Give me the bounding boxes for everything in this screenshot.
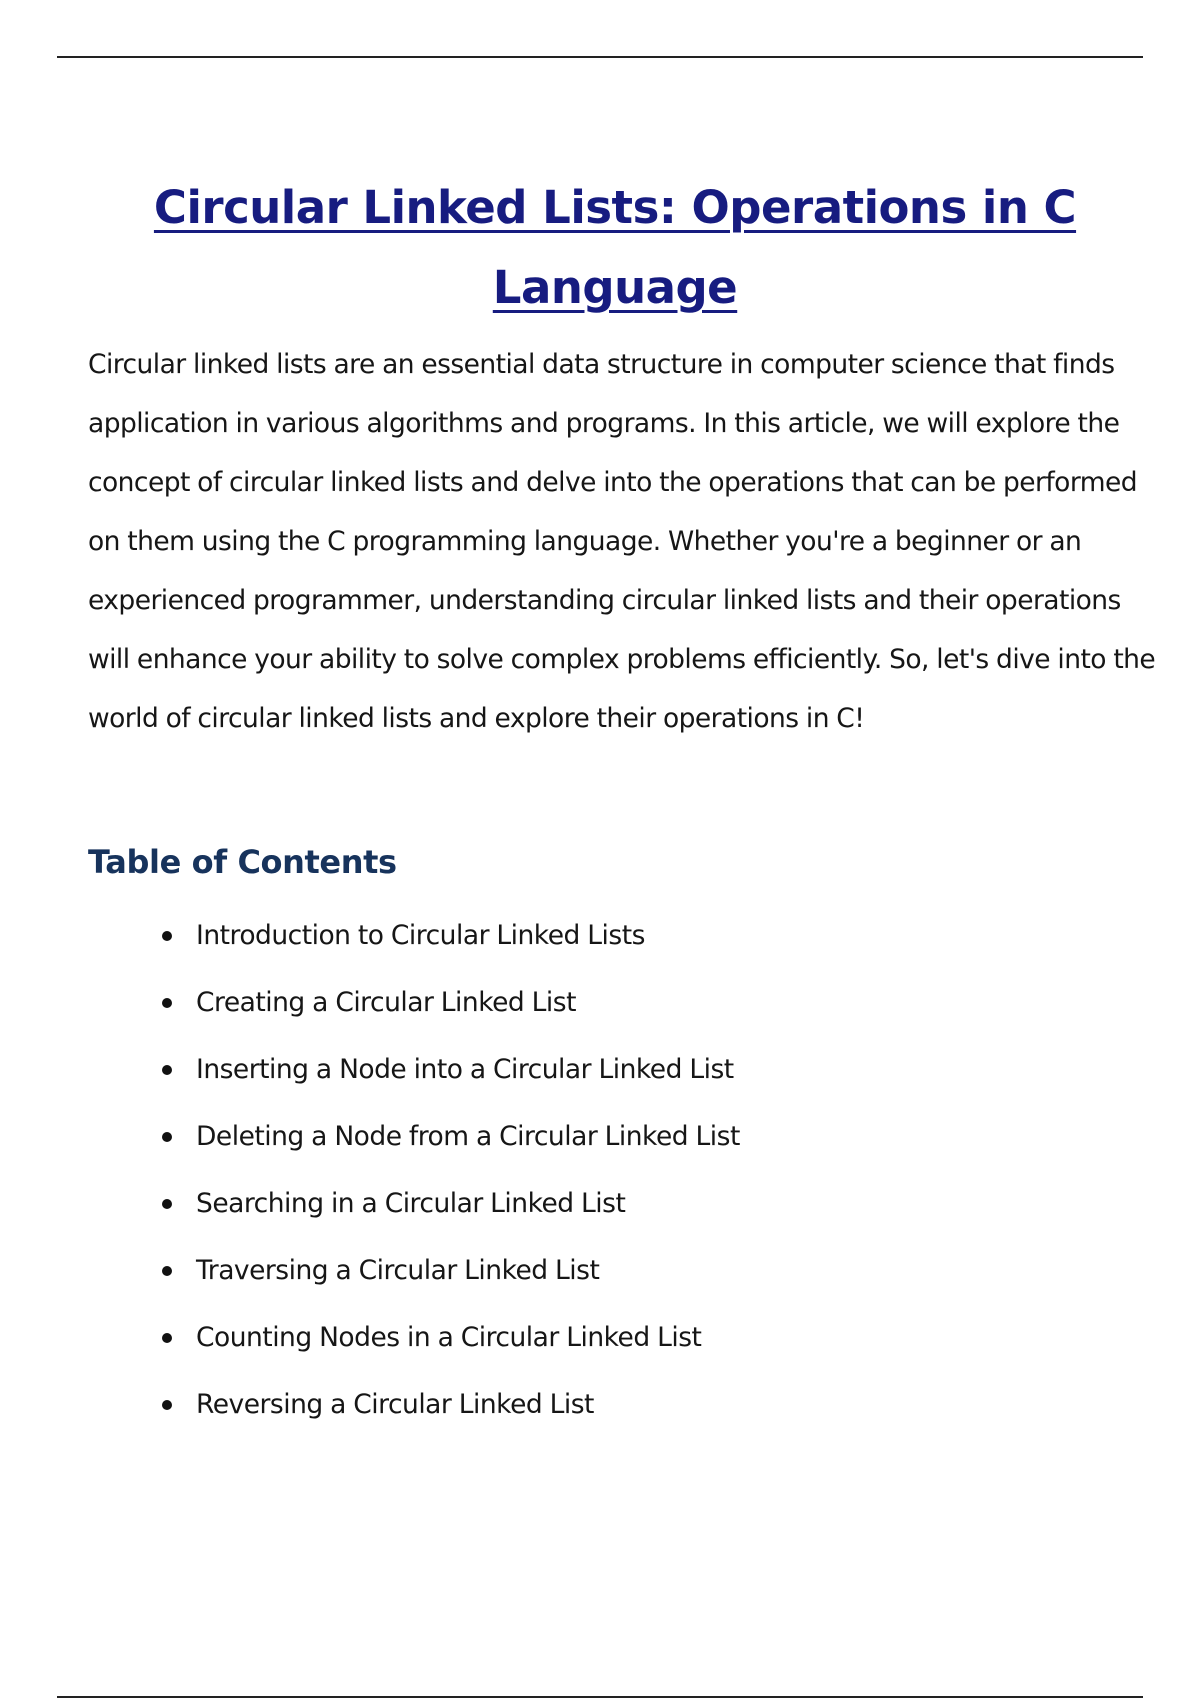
header-rule <box>57 56 1143 58</box>
toc-item-label: Searching in a Circular Linked List <box>196 1188 626 1219</box>
toc-heading: Table of Contents <box>88 843 397 881</box>
toc-item-label: Deleting a Node from a Circular Linked List <box>196 1121 740 1152</box>
bullet-icon <box>162 998 172 1008</box>
bullet-icon <box>162 1065 172 1075</box>
toc-item-label: Creating a Circular Linked List <box>196 987 576 1018</box>
bullet-icon <box>162 1266 172 1276</box>
bullet-icon <box>162 1333 172 1343</box>
toc-item-label: Traversing a Circular Linked List <box>196 1255 600 1286</box>
bullet-icon <box>162 1199 172 1209</box>
bullet-icon <box>162 931 172 941</box>
page-title: Circular Linked Lists: Operations in C Language <box>153 181 1077 314</box>
toc-item-label: Counting Nodes in a Circular Linked List <box>196 1322 702 1353</box>
toc-item-label: Introduction to Circular Linked Lists <box>196 920 645 951</box>
footer-rule <box>57 1696 1143 1698</box>
toc-item-label: Reversing a Circular Linked List <box>196 1389 594 1420</box>
bullet-icon <box>162 1132 172 1142</box>
toc-item-label: Inserting a Node into a Circular Linked List <box>196 1054 734 1085</box>
bullet-icon <box>162 1400 172 1410</box>
intro-paragraph: Circular linked lists are an essential data structure in computer science that finds application in various algorithms and programs. In this article, we will explore the concept of circular linked lists and delve into the operations that can be performed on them using the C programming language. Whether you're a beginner or an experienced programmer, understanding circular linked lists and their operations will enhance your ability to solve complex problems efficiently. So, let's dive into the world of circular linked lists and explore their operations in C! <box>88 349 1156 734</box>
